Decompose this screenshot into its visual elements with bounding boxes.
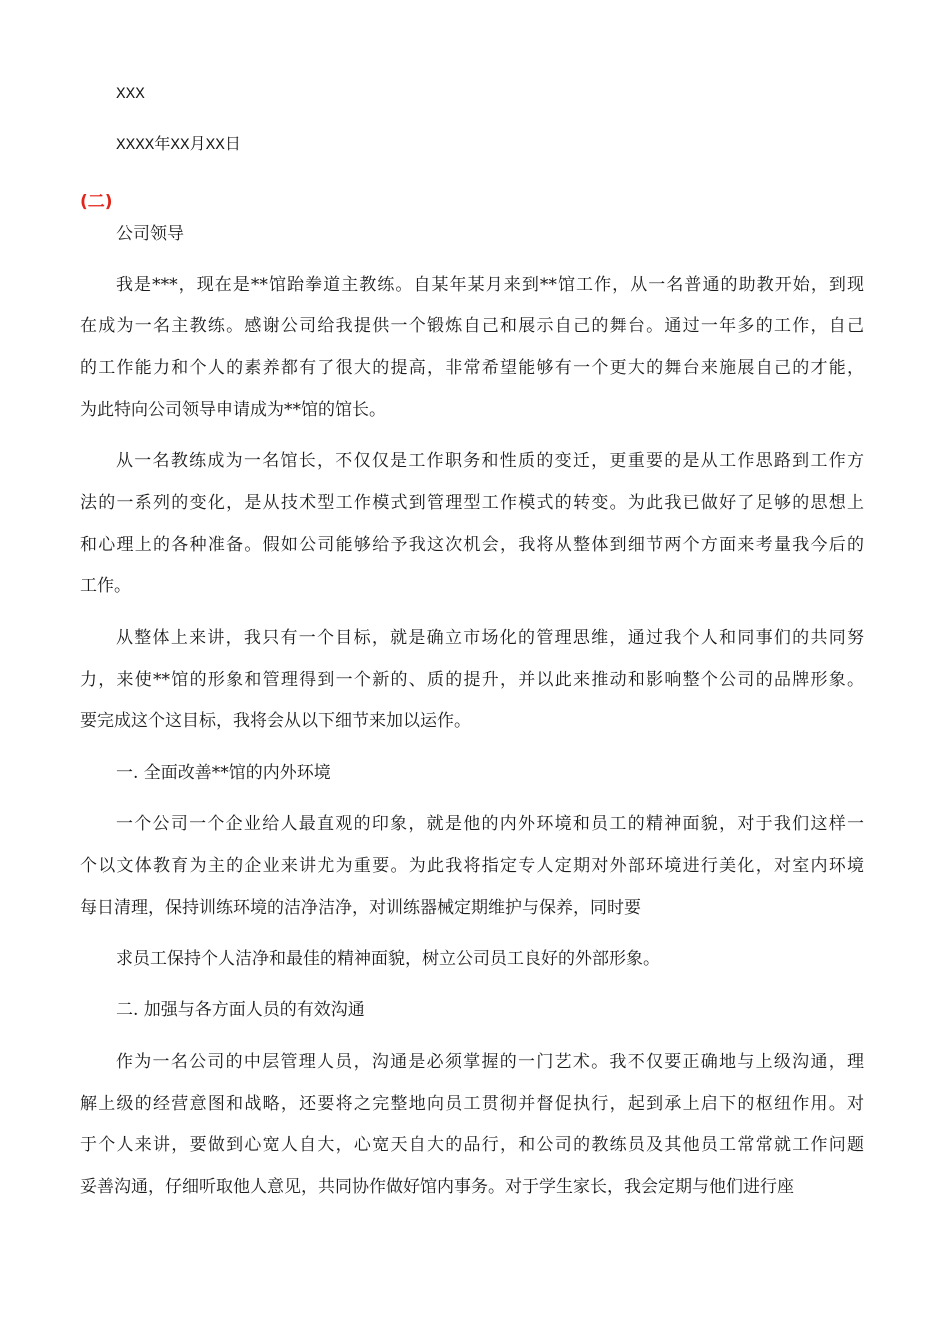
signature-date: XXXX年XX月XX日 [116,136,241,154]
paragraph-line: 为此特向公司领导申请成为**馆的馆长。 [80,400,386,420]
paragraph-line: 在成为一名主教练。感谢公司给我提供一个锻炼自己和展示自己的舞台。通过一年多的工作，自己 [80,316,864,336]
signature-name: XXX [116,85,145,103]
paragraph-line: 解上级的经营意图和战略，还要将之完整地向员工贯彻并督促执行，起到承上启下的枢纽作用。对 [80,1094,864,1114]
paragraph-line: 法的一系列的变化，是从技术型工作模式到管理型工作模式的转变。为此我已做好了足够的思想上 [80,493,864,513]
paragraph-line: 要完成这个这目标，我将会从以下细节来加以运作。 [80,711,471,731]
paragraph-line: 力，来使**馆的形象和管理得到一个新的、质的提升，并以此来推动和影响整个公司的品牌形象。 [80,670,864,690]
paragraph-line: 从整体上来讲，我只有一个目标，就是确立市场化的管理思维，通过我个人和同事们的共同努 [116,628,864,648]
paragraph-line: 的工作能力和个人的素养都有了很大的提高，非常希望能够有一个更大的舞台来施展自己的才能， [80,358,864,378]
paragraph-line: 从一名教练成为一名馆长，不仅仅是工作职务和性质的变迁，更重要的是从工作思路到工作方 [116,451,864,471]
paragraph-5: 求员工保持个人洁净和最佳的精神面貌，树立公司员工良好的外部形象。 [116,949,660,969]
paragraph-line: 个以文体教育为主的企业来讲尤为重要。为此我将指定专人定期对外部环境进行美化，对室内环境 [80,856,864,876]
paragraph-line: 每日清理，保持训练环境的洁净洁净，对训练器械定期维护与保养，同时要 [80,898,641,918]
paragraph-line: 和心理上的各种准备。假如公司能够给予我这次机会，我将从整体到细节两个方面来考量我今后的 [80,535,864,555]
salutation: 公司领导 [116,224,184,244]
section-heading-1: 一. 全面改善**馆的内外环境 [116,763,331,783]
paragraph-line: 作为一名公司的中层管理人员，沟通是必须掌握的一门艺术。我不仅要正确地与上级沟通，理 [116,1052,864,1072]
paragraph-line: 工作。 [80,576,131,596]
section-heading-2: 二. 加强与各方面人员的有效沟通 [116,1000,365,1020]
paragraph-line: 一个公司一个企业给人最直观的印象，就是他的内外环境和员工的精神面貌，对于我们这样一 [116,814,864,834]
paragraph-line: 于个人来讲，要做到心宽人自大，心宽天自大的品行，和公司的教练员及其他员工常常就工作问题 [80,1135,864,1155]
paragraph-line: 我是***，现在是**馆跆拳道主教练。自某年某月来到**馆工作，从一名普通的助教开始，到现 [116,275,864,295]
paragraph-line: 妥善沟通，仔细听取他人意见，共同协作做好馆内事务。对于学生家长，我会定期与他们进行座 [80,1177,794,1197]
section-marker: (二) [80,192,113,212]
